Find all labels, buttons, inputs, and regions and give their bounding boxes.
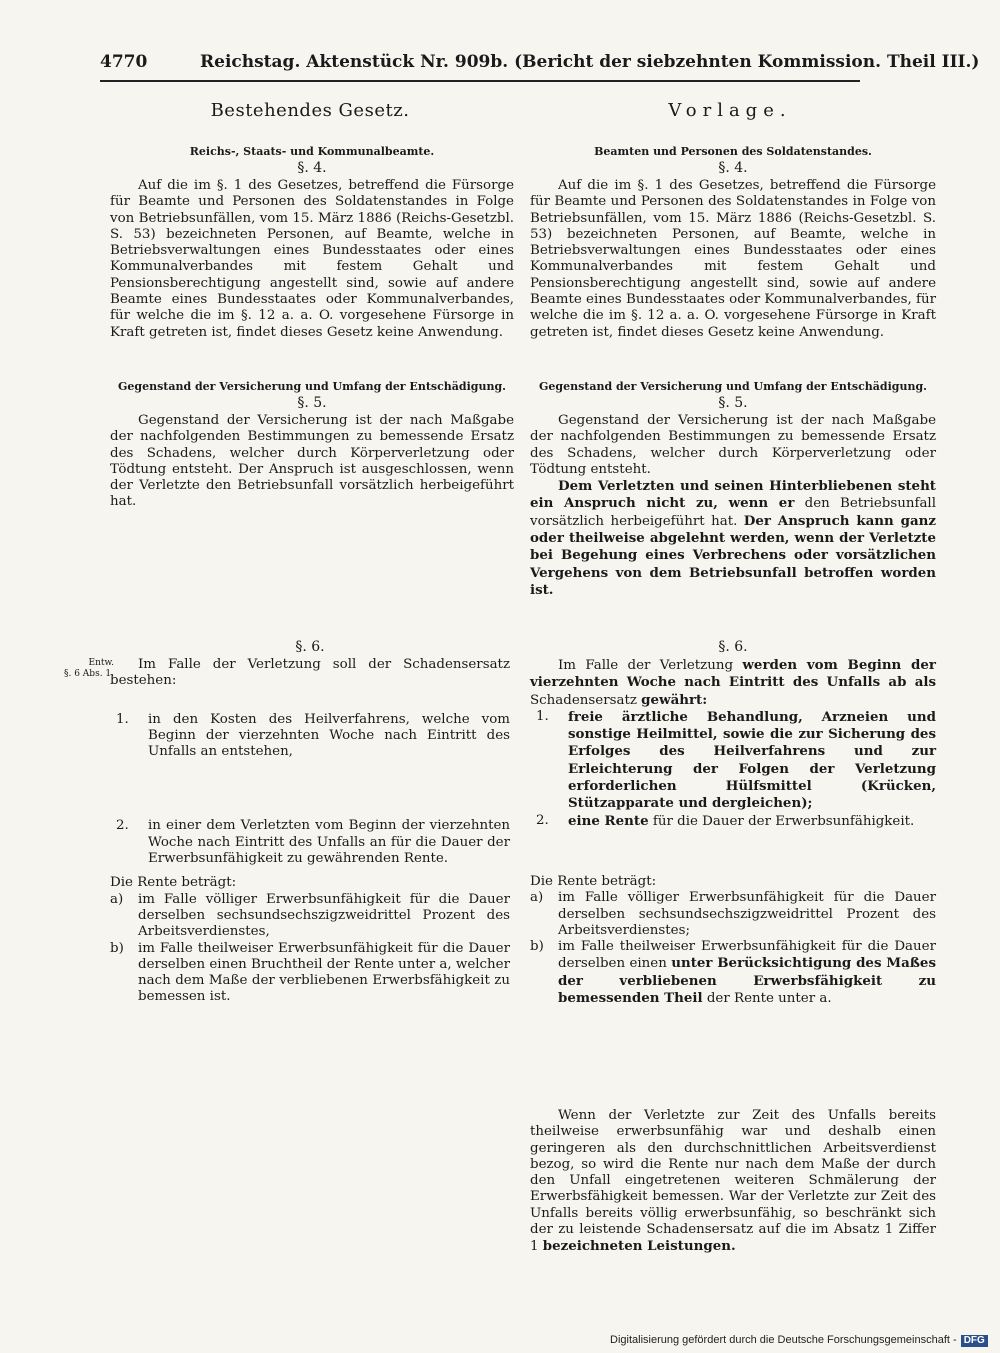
paragraph-number: §. 4. bbox=[297, 160, 327, 176]
section-text: Auf die im §. 1 des Gesetzes, betreffend die Fürsorge für Beamte und Personen des Soldatenstandes in Folge von Betriebsunfällen, vom 15. März 1886 (Reichs-Gesetzbl. S. 53) bezeichneten Personen, auf Beamte, welche in Betriebsverwaltungen eines Bundesstaates oder eines Kommunalverbandes mit festem Gehalt und Pensionsberechtigung angestellt sind, sowie auf andere Beamte eines Bundesstaates oder Kommunalverbandes, für welche die im §. 12 a. a. O. vorgesehene Fürsorge in Kraft getreten ist, findet dieses Gesetz keine Anwendung. bbox=[110, 178, 514, 340]
dfg-logo-icon: DFG bbox=[961, 1335, 988, 1347]
paragraph-number: §. 6. bbox=[295, 639, 325, 655]
section-intro: Im Falle der Verletzung werden vom Beginn der vierzehnten Woche nach Eintritt des Unfalls ab als Schadensersatz gewährt: bbox=[530, 657, 936, 708]
list-item: 2. eine Rente für die Dauer der Erwerbsunfähigkeit. bbox=[536, 812, 915, 829]
section-text: Gegenstand der Versicherung ist der nach Maßgabe der nachfolgenden Bestimmungen zu bemessende Ersatz des Schadens, welcher durch Körperverletzung oder Tödtung entsteht. Der Anspruch ist ausgeschlossen, wenn der Verletzte den Betriebsunfall vorsätzlich herbeigeführt hat. bbox=[110, 413, 514, 510]
page-number: 4770 bbox=[100, 52, 148, 72]
list-item: a) im Falle völliger Erwerbsunfähigkeit für die Dauer derselben sechsundsechszigzweidrittel Prozent des Arbeitsverdienstes; bbox=[530, 890, 936, 938]
section-subhead: Beamten und Personen des Soldatenstandes. bbox=[594, 145, 872, 158]
paragraph-number: §. 5. bbox=[297, 395, 327, 411]
rente-heading: Die Rente beträgt: bbox=[530, 873, 657, 889]
section-subhead: Gegenstand der Versicherung und Umfang der Entschädigung. bbox=[538, 380, 927, 393]
footer-credit: Digitalisierung gefördert durch die Deutsche Forschungsgemeinschaft - DFG bbox=[610, 1334, 980, 1347]
margin-note: Entw. §. 6 Abs. 1. bbox=[64, 658, 114, 679]
rente-heading: Die Rente beträgt: bbox=[110, 875, 237, 891]
list-item: a) im Falle völliger Erwerbsunfähigkeit für die Dauer derselben sechsundsechszigzweidrittel Prozent des Arbeitsverdienstes, bbox=[110, 891, 510, 940]
section-subhead: Reichs-, Staats- und Kommunalbeamte. bbox=[189, 145, 435, 158]
left-column-heading: Bestehendes Gesetz. bbox=[210, 100, 410, 121]
list-item: 1. in den Kosten des Heilverfahrens, welche vom Beginn der vierzehnten Woche nach Eintritt des Unfalls an entstehen, bbox=[116, 711, 510, 760]
left-section-5 bbox=[110, 380, 514, 511]
paragraph-number: §. 5. bbox=[718, 395, 748, 411]
section-text: Auf die im §. 1 des Gesetzes, betreffend die Fürsorge für Beamte und Personen des Soldatenstandes in Folge von Betriebsunfällen, vom 15. März 1886 (Reichs-Gesetzbl. S. 53) bezeichneten Personen, auf Beamte, welche in Betriebsverwaltungen eines Bundesstaates oder eines Kommunalverbandes mit festem Gehalt und Pensionsberechtigung angestellt sind, sowie auf andere Beamte eines Bundesstaates oder Kommunalverbandes, für welche die im §. 12 a. a. O. vorgesehene Fürsorge in Kraft getreten ist, findet dieses Gesetz keine Anwendung. bbox=[530, 178, 936, 340]
list-item: b) im Falle theilweiser Erwerbsunfähigkeit für die Dauer derselben einen unter Berücksichtigung des Maßes der verbliebenen Erwerbsfähigkeit zu bemessenden Theil der Rente unter a. bbox=[530, 939, 936, 1007]
left-section-6 bbox=[110, 638, 510, 1006]
list-item: 1. freie ärztliche Behandlung, Arzneien und sonstige Heilmittel, sowie die zur Sicherung des Erfolges des Heilverfahrens und zur Erleichterung der Folgen der Verletzung erforderlichen Hülfsmittel (Krücken, Stützapparate und dergleichen); bbox=[536, 708, 936, 812]
right-section-5 bbox=[530, 380, 936, 599]
left-section-4 bbox=[110, 145, 514, 341]
section-subhead: Gegenstand der Versicherung und Umfang der Entschädigung. bbox=[117, 380, 506, 393]
section-intro: Im Falle der Verletzung soll der Schadensersatz bestehen: bbox=[110, 657, 510, 689]
list-item: 2. in einer dem Verletzten vom Beginn der vierzehnten Woche nach Eintritt des Unfalls an für die Dauer der Erwerbsunfähigkeit zu gewährenden Rente. bbox=[116, 818, 510, 867]
section-text: Gegenstand der Versicherung ist der nach Maßgabe der nachfolgenden Bestimmungen zu bemessende Ersatz des Schadens, welcher durch Körperverletzung oder Tödtung entsteht. bbox=[530, 413, 936, 477]
paragraph-number: §. 6. bbox=[718, 639, 748, 655]
right-section-6 bbox=[530, 638, 936, 1007]
right-section-4 bbox=[530, 145, 936, 341]
page-title: Reichstag. Aktenstück Nr. 909b. (Bericht der siebzehnten Kommission. Theil III.) bbox=[200, 52, 980, 72]
page-header bbox=[100, 50, 980, 82]
list-item: b) im Falle theilweiser Erwerbsunfähigkeit für die Dauer derselben einen Bruchtheil der Rente unter a, welcher nach dem Maße der verbliebenen Erwerbsfähigkeit zu bemessen ist. bbox=[110, 940, 510, 1005]
right-column-heading: Vorlage. bbox=[668, 100, 792, 121]
paragraph-number: §. 4. bbox=[718, 160, 748, 176]
amendment-text: Dem Verletzten und seinen Hinterbliebenen steht ein Anspruch nicht zu, wenn er den Betriebsunfall vorsätzlich herbeigeführt hat. Der Anspruch kann ganz oder theilweise abgelehnt werden, wenn der Verletzte bei Begehung eines Verbrechens oder vorsätzlichen Vergehens von dem Betriebsunfall betroffen worden ist. bbox=[530, 478, 936, 598]
right-final-paragraph: Wenn der Verletzte zur Zeit des Unfalls bereits theilweise erwerbsunfähig war und deshalb einen geringeren als den durchschnittlichen Arbeitsverdienst bezog, so wird die Rente nur nach dem Maße der durch den Unfall eingetretenen weiteren Schmälerung der Erwerbsfähigkeit bemessen. War der Verletzte zur Zeit des Unfalls bereits völlig erwerbsunfähig, so beschränkt sich der zu leistende Schadensersatz auf die im Absatz 1 Ziffer 1 bezeichneten Leistungen. bbox=[530, 1108, 936, 1255]
